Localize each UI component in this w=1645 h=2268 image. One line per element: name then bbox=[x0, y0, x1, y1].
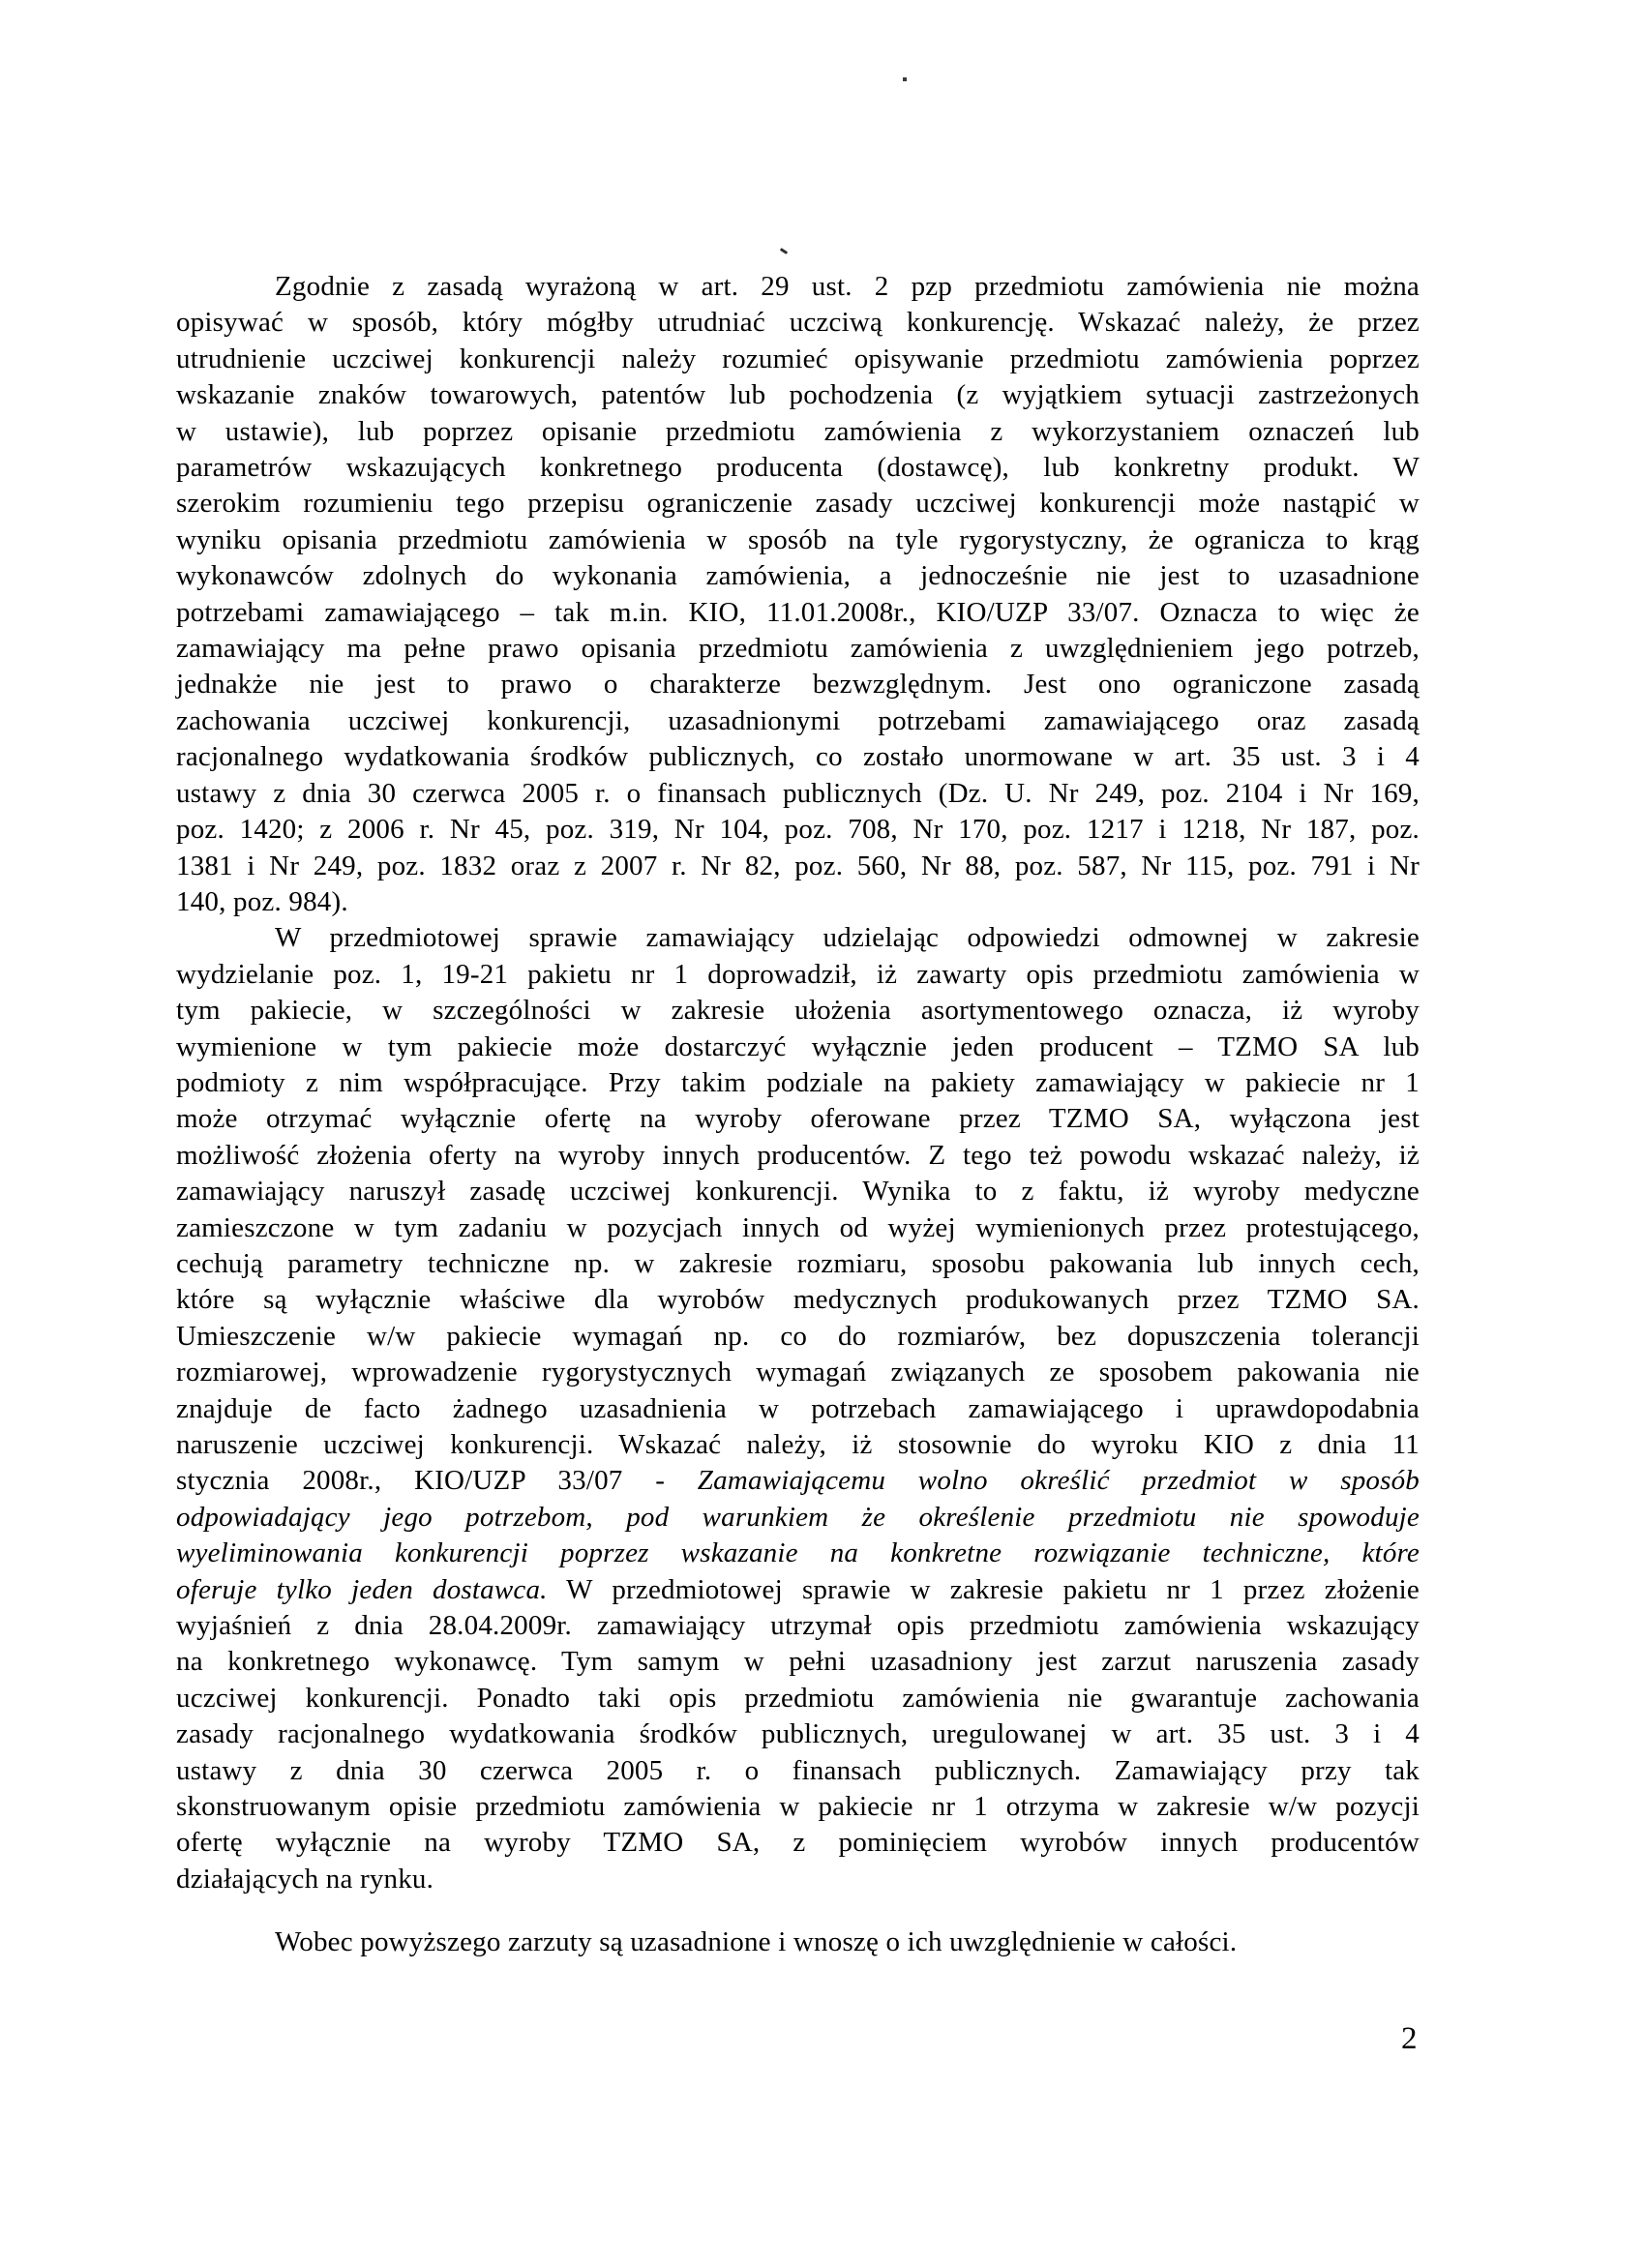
text-line bbox=[176, 884, 1420, 920]
text-line bbox=[176, 1608, 1420, 1644]
text-line bbox=[176, 1644, 1420, 1680]
text-line bbox=[176, 1753, 1420, 1789]
text-line bbox=[176, 414, 1420, 450]
text-line bbox=[176, 812, 1420, 848]
text-line bbox=[176, 1500, 1420, 1536]
text-segment: zamieszczone w tym zadaniu w pozycjach innych od wyżej wymienionych przez protestującego, bbox=[176, 1211, 1420, 1243]
text-segment: Wobec powyższego zarzuty są uzasadnione i wnoszę o ich uwzględnienie w całości. bbox=[275, 1926, 1238, 1958]
italic-text-segment: odpowiadający jego potrzebom, pod warunkiem że określenie przedmiotu nie spowoduje bbox=[176, 1501, 1420, 1533]
paragraph bbox=[176, 269, 1420, 920]
text-line bbox=[176, 703, 1420, 739]
text-line bbox=[176, 776, 1420, 812]
text-segment: w ustawie), lub poprzez opisanie przedmiotu zamówienia z wykorzystaniem oznaczeń lub bbox=[176, 415, 1420, 447]
scan-speck-icon bbox=[903, 77, 907, 81]
text-line bbox=[176, 595, 1420, 631]
text-line bbox=[176, 1925, 1420, 1960]
text-line bbox=[176, 1210, 1420, 1246]
text-line bbox=[176, 1174, 1420, 1209]
scan-speck-icon bbox=[780, 248, 788, 254]
text-line bbox=[176, 1282, 1420, 1318]
text-segment: na konkretnego wykonawcę. Tym samym w pełni uzasadniony jest zarzut naruszenia zasady bbox=[176, 1646, 1420, 1678]
text-line bbox=[176, 522, 1420, 558]
text-segment: wskazanie znaków towarowych, patentów lub pochodzenia (z wyjątkiem sytuacji zastrzeżonych bbox=[176, 379, 1420, 411]
text-line bbox=[176, 269, 1420, 305]
text-segment: tym pakiecie, w szczególności w zakresie ułożenia asortymentowego oznacza, iż wyroby bbox=[176, 995, 1420, 1027]
paragraph bbox=[176, 920, 1420, 1897]
text-segment: W przedmiotowej sprawie w zakresie pakietu nr 1 przez złożenie bbox=[547, 1573, 1420, 1605]
text-line bbox=[176, 1319, 1420, 1355]
text-segment: jednakże nie jest to prawo o charakterze bezwzględnym. Jest ono ograniczone zasadą bbox=[176, 669, 1420, 701]
text-segment: W przedmiotowej sprawie zamawiający udzielając odpowiedzi odmownej w zakresie bbox=[275, 922, 1420, 954]
paragraph bbox=[176, 1925, 1420, 1960]
text-line bbox=[176, 849, 1420, 884]
text-line bbox=[176, 486, 1420, 522]
text-segment: zamawiający ma pełne prawo opisania przedmiotu zamówienia z uwzględnieniem jego potrzeb, bbox=[176, 633, 1420, 665]
text-line bbox=[176, 1138, 1420, 1174]
text-line bbox=[176, 342, 1420, 377]
text-segment: 1381 i Nr 249, poz. 1832 oraz z 2007 r. Nr 82, poz. 560, Nr 88, poz. 587, Nr 115, poz. 791 i Nr bbox=[176, 850, 1420, 881]
text-line bbox=[176, 1065, 1420, 1101]
text-line bbox=[176, 1030, 1420, 1065]
text-line bbox=[176, 667, 1420, 702]
text-segment: zasady racjonalnego wydatkowania środków publicznych, uregulowanej w art. 35 ust. 3 i 4 bbox=[176, 1718, 1420, 1750]
italic-text-segment: oferuje tylko jeden dostawca. bbox=[176, 1573, 548, 1605]
text-segment: działających na rynku. bbox=[176, 1863, 434, 1895]
text-line bbox=[176, 920, 1420, 956]
text-segment: naruszenie uczciwej konkurencji. Wskazać należy, iż stosownie do wyroku KIO z dnia 11 bbox=[176, 1429, 1420, 1460]
text-block bbox=[176, 269, 1420, 1961]
text-line bbox=[176, 1355, 1420, 1390]
text-segment: znajduje de facto żadnego uzasadnienia w potrzebach zamawiającego i uprawdopodabnia bbox=[176, 1392, 1420, 1424]
text-segment: wykonawców zdolnych do wykonania zamówienia, a jednocześnie nie jest to uzasadnione bbox=[176, 560, 1420, 592]
text-line bbox=[176, 993, 1420, 1029]
text-segment: rozmiarowej, wprowadzenie rygorystycznych wymagań związanych ze sposobem pakowania nie bbox=[176, 1357, 1420, 1388]
text-segment: może otrzymać wyłącznie ofertę na wyroby oferowane przez TZMO SA, wyłączona jest bbox=[176, 1103, 1420, 1135]
text-segment: cechują parametry techniczne np. w zakresie rozmiaru, sposobu pakowania lub innych cech, bbox=[176, 1247, 1420, 1279]
text-segment: zamawiający naruszył zasadę uczciwej konkurencji. Wynika to z faktu, iż wyroby medyczne bbox=[176, 1176, 1420, 1208]
text-line bbox=[176, 377, 1420, 413]
text-line bbox=[176, 1789, 1420, 1825]
text-segment: stycznia 2008r., KIO/UZP 33/07 - bbox=[176, 1465, 698, 1497]
text-segment: ustawy z dnia 30 czerwca 2005 r. o finansach publicznych (Dz. U. Nr 249, poz. 2104 i Nr 169, bbox=[176, 777, 1420, 809]
text-line bbox=[176, 1716, 1420, 1752]
text-segment: ustawy z dnia 30 czerwca 2005 r. o finansach publicznych. Zamawiający przy tak bbox=[176, 1754, 1420, 1786]
text-segment: skonstruowanym opisie przedmiotu zamówienia w pakiecie nr 1 otrzyma w zakresie w/w pozycji bbox=[176, 1791, 1420, 1823]
text-segment: potrzebami zamawiającego – tak m.in. KIO, 11.01.2008r., KIO/UZP 33/07. Oznacza to więc że bbox=[176, 596, 1420, 628]
text-segment: opisywać w sposób, który mógłby utrudniać uczciwą konkurencję. Wskazać należy, że przez bbox=[176, 307, 1420, 339]
text-segment: poz. 1420; z 2006 r. Nr 45, poz. 319, Nr 104, poz. 708, Nr 170, poz. 1217 i 1218, Nr 187, poz. bbox=[176, 814, 1420, 846]
text-line bbox=[176, 1862, 1420, 1897]
page-number: 2 bbox=[1401, 2021, 1418, 2056]
text-segment: parametrów wskazujących konkretnego producenta (dostawcę), lub konkretny produkt. W bbox=[176, 452, 1420, 484]
text-segment: szerokim rozumieniu tego przepisu ograniczenie zasady uczciwej konkurencji może nastąpić w bbox=[176, 488, 1420, 520]
text-segment: wydzielanie poz. 1, 19-21 pakietu nr 1 doprowadził, iż zawarty opis przedmiotu zamówienia w bbox=[176, 958, 1420, 990]
text-line bbox=[176, 631, 1420, 667]
italic-text-segment: wyeliminowania konkurencji poprzez wskazanie na konkretne rozwiązanie techniczne, które bbox=[176, 1537, 1420, 1569]
italic-text-segment: Zamawiającemu wolno określić przedmiot w sposób bbox=[697, 1465, 1421, 1497]
text-line bbox=[176, 1246, 1420, 1282]
text-line bbox=[176, 305, 1420, 341]
text-segment: Umieszczenie w/w pakiecie wymagań np. co do rozmiarów, bez dopuszczenia tolerancji bbox=[176, 1320, 1420, 1352]
text-segment: wyjaśnień z dnia 28.04.2009r. zamawiający utrzymał opis przedmiotu zamówienia wskazujący bbox=[176, 1610, 1420, 1642]
text-segment: które są wyłącznie właściwe dla wyrobów medycznych produkowanych przez TZMO SA. bbox=[176, 1284, 1420, 1316]
text-line bbox=[176, 1825, 1420, 1861]
text-segment: wymienione w tym pakiecie może dostarczyć wyłącznie jeden producent – TZMO SA lub bbox=[176, 1030, 1420, 1062]
text-segment: zachowania uczciwej konkurencji, uzasadnionymi potrzebami zamawiającego oraz zasadą bbox=[176, 704, 1420, 736]
text-line bbox=[176, 1463, 1420, 1499]
text-line bbox=[176, 1101, 1420, 1137]
text-segment: podmioty z nim współpracujące. Przy takim podziale na pakiety zamawiający w pakiecie nr 1 bbox=[176, 1066, 1420, 1098]
text-segment: możliwość złożenia oferty na wyroby innych producentów. Z tego też powodu wskazać należy, iż bbox=[176, 1139, 1420, 1171]
text-line bbox=[176, 558, 1420, 594]
text-line bbox=[176, 1572, 1420, 1608]
text-segment: utrudnienie uczciwej konkurencji należy rozumieć opisywanie przedmiotu zamówienia poprzez bbox=[176, 343, 1420, 374]
text-segment: 140, poz. 984). bbox=[176, 885, 348, 917]
text-line bbox=[176, 450, 1420, 486]
text-line bbox=[176, 1391, 1420, 1427]
text-segment: wyniku opisania przedmiotu zamówienia w sposób na tyle rygorystyczny, że ogranicza to krąg bbox=[176, 523, 1420, 555]
text-line bbox=[176, 739, 1420, 775]
text-line bbox=[176, 957, 1420, 993]
text-segment: uczciwej konkurencji. Ponadto taki opis przedmiotu zamówienia nie gwarantuje zachowania bbox=[176, 1682, 1420, 1714]
text-line bbox=[176, 1681, 1420, 1716]
text-segment: racjonalnego wydatkowania środków publicznych, co zostało unormowane w art. 35 ust. 3 i 4 bbox=[176, 741, 1420, 773]
text-line bbox=[176, 1536, 1420, 1571]
text-line bbox=[176, 1427, 1420, 1463]
text-segment: ofertę wyłącznie na wyroby TZMO SA, z pominięciem wyrobów innych producentów bbox=[176, 1827, 1420, 1859]
text-segment: Zgodnie z zasadą wyrażoną w art. 29 ust. 2 pzp przedmiotu zamówienia nie można bbox=[275, 271, 1420, 302]
